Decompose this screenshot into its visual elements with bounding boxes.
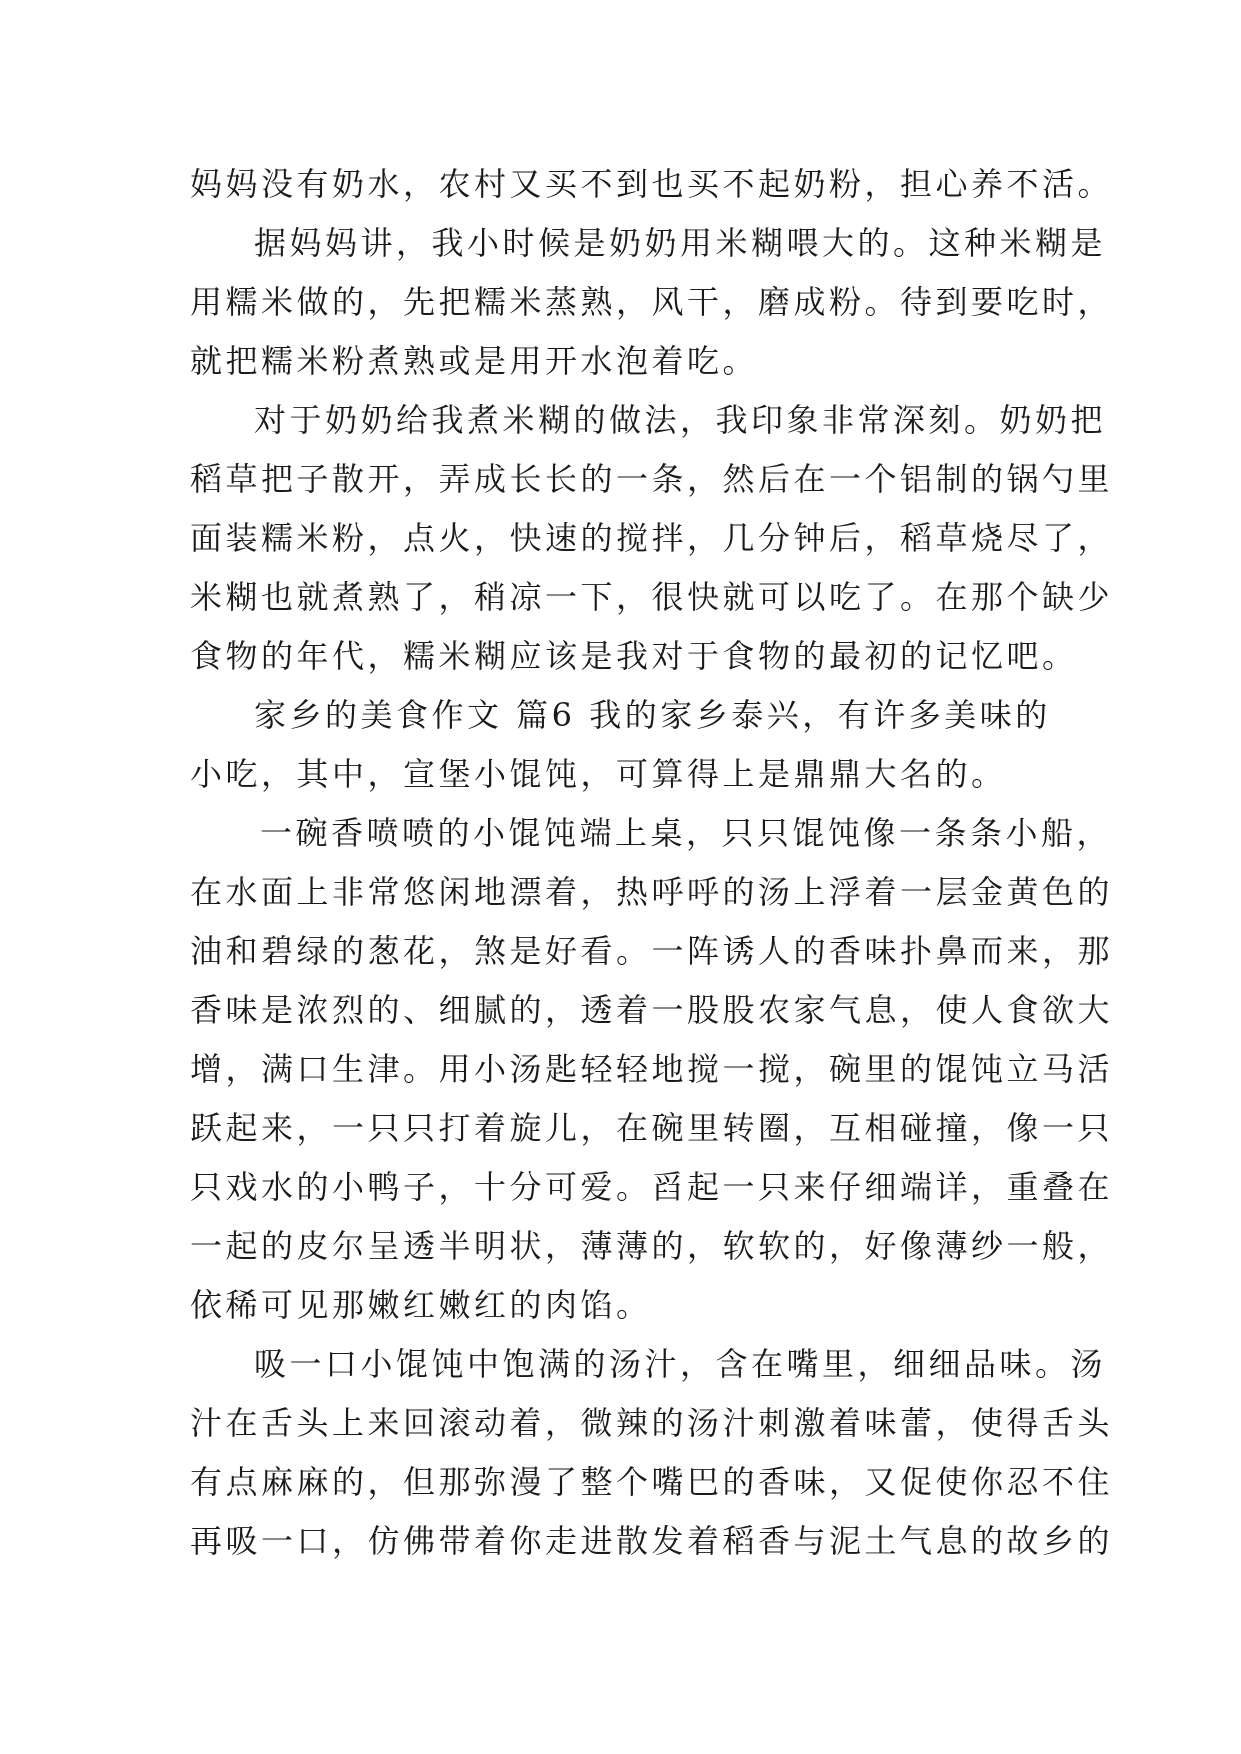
text-line: 妈妈没有奶水，农村又买不到也买不起奶粉，担心养不活。 <box>190 165 1114 203</box>
text-line: 吸一口小馄饨中饱满的汤汁，含在嘴里，细细品味。汤 <box>254 1345 1107 1383</box>
text-line: 增，满口生津。用小汤匙轻轻地搅一搅，碗里的馄饨立马活 <box>190 1050 1114 1088</box>
section-heading-line: 家乡的美食作文 篇6 我的家乡泰兴，有许多美味的 <box>254 696 1051 734</box>
text-line: 香味是浓烈的、细腻的，透着一股股农家气息，使人食欲大 <box>190 991 1114 1029</box>
text-line: 对于奶奶给我煮米糊的做法，我印象非常深刻。奶奶把 <box>254 401 1107 439</box>
text-line: 据妈妈讲，我小时候是奶奶用米糊喂大的。这种米糊是 <box>254 224 1107 262</box>
text-line: 一碗香喷喷的小馄饨端上桌，只只馄饨像一条条小船， <box>260 814 1113 852</box>
text-line: 在水面上非常悠闲地漂着，热呼呼的汤上浮着一层金黄色的 <box>190 873 1114 911</box>
text-line: 就把糯米粉煮熟或是用开水泡着吃。 <box>190 342 759 380</box>
document-page <box>190 155 1114 1571</box>
text-line: 面装糯米粉，点火，快速的搅拌，几分钟后，稻草烧尽了， <box>190 519 1114 557</box>
text-line: 米糊也就煮熟了，稍凉一下，很快就可以吃了。在那个缺少 <box>190 578 1114 616</box>
text-line: 依稀可见那嫩红嫩红的肉馅。 <box>190 1286 652 1324</box>
text-line: 一起的皮尔呈透半明状，薄薄的，软软的，好像薄纱一般， <box>190 1227 1114 1265</box>
text-line: 用糯米做的，先把糯米蒸熟，风干，磨成粉。待到要吃时， <box>190 283 1114 321</box>
text-line: 再吸一口，仿佛带着你走进散发着稻香与泥土气息的故乡的 <box>190 1522 1114 1560</box>
text-line: 只戏水的小鸭子，十分可爱。舀起一只来仔细端详，重叠在 <box>190 1168 1114 1206</box>
text-line: 食物的年代，糯米糊应该是我对于食物的最初的记忆吧。 <box>190 637 1078 675</box>
text-line: 小吃，其中，宣堡小馄饨，可算得上是鼎鼎大名的。 <box>190 755 1007 793</box>
text-line: 稻草把子散开，弄成长长的一条，然后在一个铝制的锅勺里 <box>190 460 1114 498</box>
text-line: 油和碧绿的葱花，煞是好看。一阵诱人的香味扑鼻而来，那 <box>190 932 1114 970</box>
text-line: 汁在舌头上来回滚动着，微辣的汤汁刺激着味蕾，使得舌头 <box>190 1404 1114 1442</box>
text-line: 有点麻麻的，但那弥漫了整个嘴巴的香味，又促使你忍不住 <box>190 1463 1114 1501</box>
text-line: 跃起来，一只只打着旋儿，在碗里转圈，互相碰撞，像一只 <box>190 1109 1114 1147</box>
